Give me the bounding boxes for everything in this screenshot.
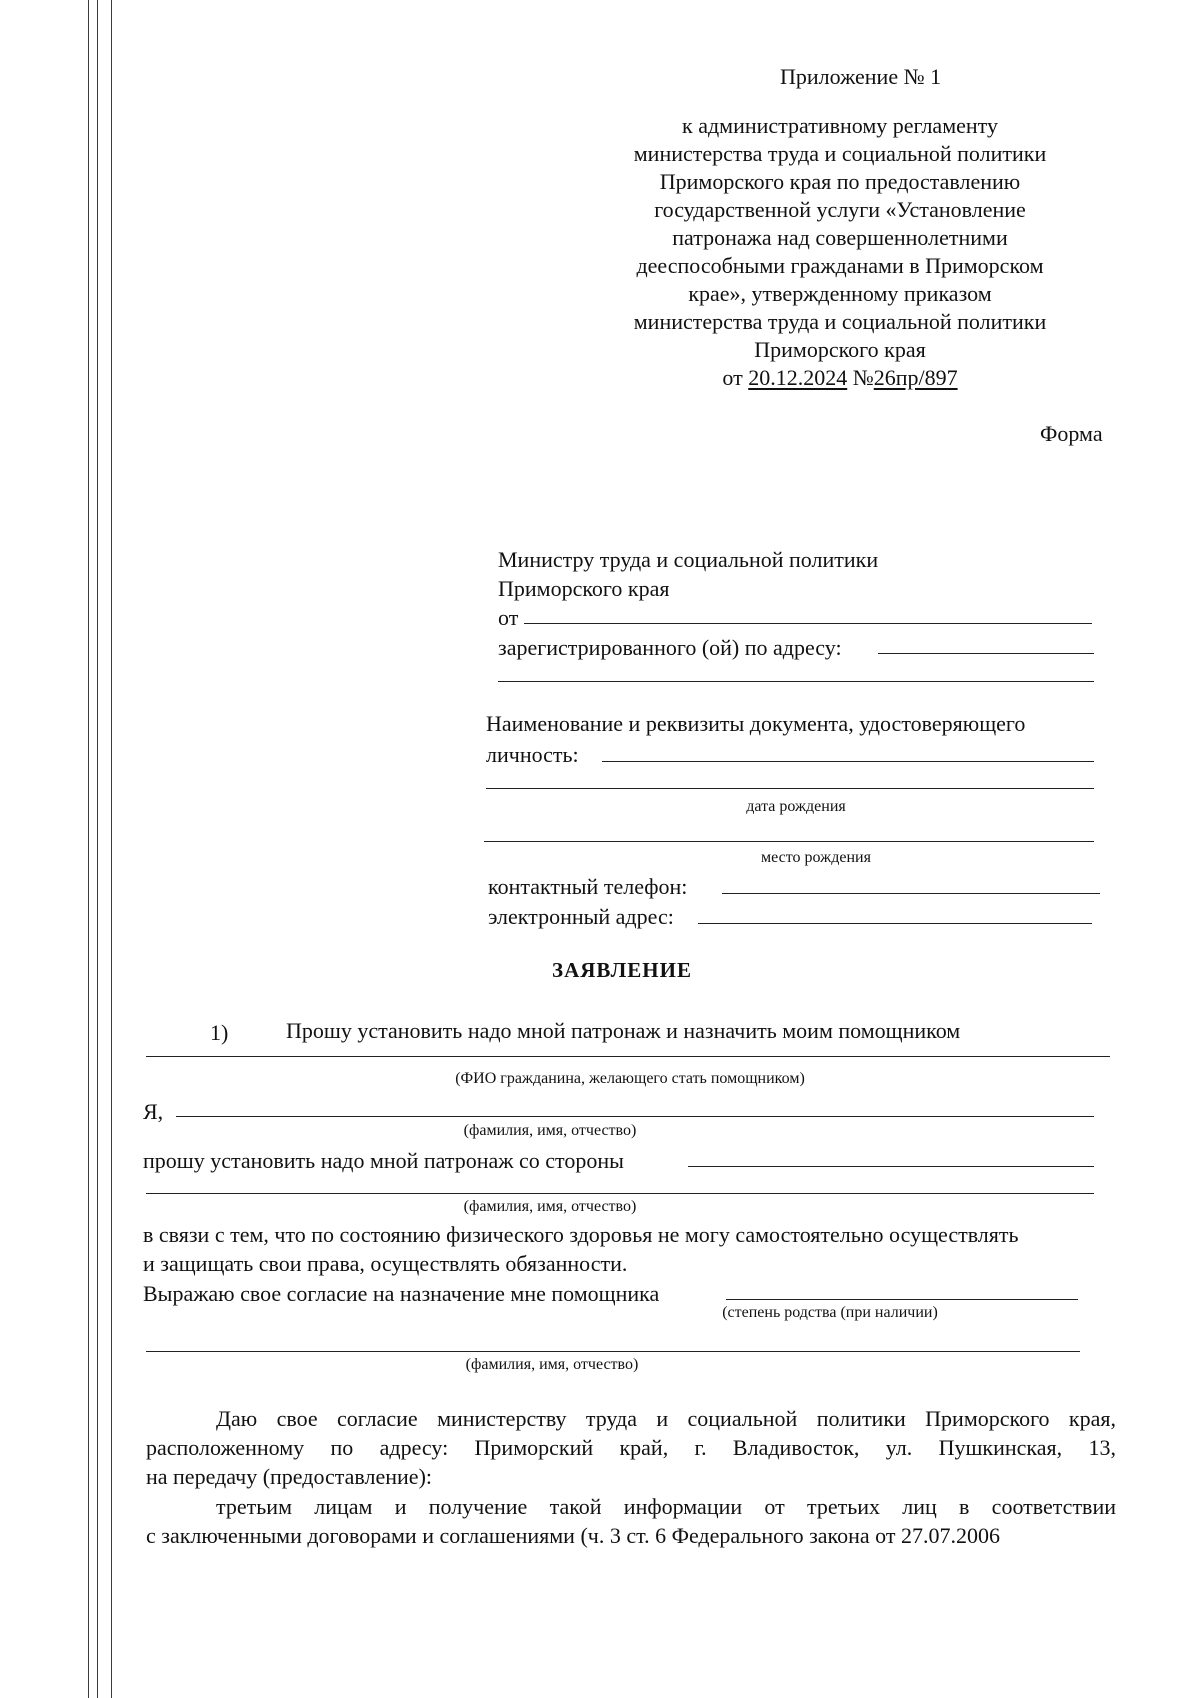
order-line — [600, 364, 1080, 392]
birth-place-hint: место рождения — [761, 849, 871, 866]
order-prefix: от — [722, 365, 743, 390]
regulation-reference — [600, 112, 1080, 392]
regulation-line: Приморского края — [754, 337, 926, 362]
scan-edge-line — [111, 0, 112, 1698]
registered-address-label: зарегистрированного (ой) по адресу: — [498, 635, 842, 660]
regulation-line: дееспособными гражданами в Приморском — [636, 253, 1044, 278]
i-label: Я, — [143, 1099, 164, 1124]
assistant-consent-text: Выражаю свое согласие на назначение мне помощника — [143, 1281, 660, 1306]
address-field-line-2 — [498, 681, 1094, 682]
birth-place-field-line — [484, 841, 1094, 842]
consent-line-5: с заключенными договорами и соглашениями (ч. 3 ст. 6 Федерального закона от 27.07.2006 — [146, 1523, 1000, 1548]
birth-date-hint: дата рождения — [746, 798, 846, 815]
phone-label: контактный телефон: — [488, 874, 688, 899]
patronage-request-text: прошу установить надо мной патронаж со стороны — [143, 1148, 624, 1173]
appendix-label: Приложение № 1 — [780, 64, 942, 89]
patron-fio-field-line — [688, 1166, 1094, 1167]
regulation-line: Приморского края по предоставлению — [659, 169, 1021, 194]
identity-field-line-2 — [486, 788, 1094, 789]
email-label: электронный адрес: — [488, 904, 674, 929]
applicant-fio-field-line — [176, 1116, 1094, 1117]
order-date: 20.12.2024 — [748, 365, 848, 390]
applicant-fio-hint: (фамилия, имя, отчество) — [463, 1122, 637, 1139]
scan-edge-line — [88, 0, 89, 1698]
addressee-line-2: Приморского края — [498, 576, 670, 601]
consent-line-1: Даю свое согласие министерству труда и социальной политики Приморского края, — [216, 1406, 1116, 1431]
statement-title: ЗАЯВЛЕНИЕ — [552, 958, 692, 982]
reason-line-2: и защищать свои права, осуществлять обязанности. — [143, 1251, 628, 1276]
consent-line-3: на передачу (предоставление): — [146, 1464, 433, 1489]
consent-line-2: расположенному по адресу: Приморский край, г. Владивосток, ул. Пушкинская, 13, — [146, 1435, 1116, 1460]
patron-fio-hint: (фамилия, имя, отчество) — [463, 1198, 637, 1215]
form-label: Форма — [1040, 421, 1103, 446]
regulation-line: к административному регламенту — [682, 113, 998, 138]
address-field-line — [878, 653, 1094, 654]
identity-doc-label-2: личность: — [486, 742, 579, 767]
regulation-line: государственной услуги «Установление — [654, 197, 1026, 222]
identity-doc-label: Наименование и реквизиты документа, удостоверяющего — [486, 711, 1026, 736]
from-field-line — [524, 623, 1092, 624]
item-text: Прошу установить надо мной патронаж и назначить моим помощником — [286, 1018, 961, 1043]
reason-line-1: в связи с тем, что по состоянию физического здоровья не могу самостоятельно осуществлять — [143, 1222, 1019, 1247]
kinship-field-line — [726, 1299, 1078, 1300]
email-field-line — [698, 923, 1092, 924]
assistant-fio-hint: (фамилия, имя, отчество) — [465, 1356, 639, 1373]
order-sign: № — [852, 365, 874, 390]
patron-fio-field-line-2 — [146, 1193, 1094, 1194]
consent-line-4: третьим лицам и получение такой информации от третьих лиц в соответствии — [216, 1494, 1116, 1519]
regulation-line: министерства труда и социальной политики — [633, 309, 1047, 334]
assistant-fio-field-line — [146, 1351, 1080, 1352]
identity-field-line — [602, 761, 1094, 762]
regulation-line: патронажа над совершеннолетними — [672, 225, 1008, 250]
addressee-line-1: Министру труда и социальной политики — [498, 547, 879, 572]
helper-fio-field-line — [146, 1056, 1110, 1057]
order-number: 26пр/897 — [873, 365, 958, 390]
scan-edge-line — [97, 0, 98, 1698]
helper-fio-hint: (ФИО гражданина, желающего стать помощником) — [455, 1070, 805, 1087]
regulation-line: министерства труда и социальной политики — [633, 141, 1047, 166]
regulation-line: крае», утвержденному приказом — [688, 281, 992, 306]
item-number: 1) — [210, 1020, 229, 1045]
from-label: от — [498, 605, 519, 630]
kinship-hint: (степень родства (при наличии) — [722, 1304, 938, 1321]
phone-field-line — [722, 893, 1100, 894]
